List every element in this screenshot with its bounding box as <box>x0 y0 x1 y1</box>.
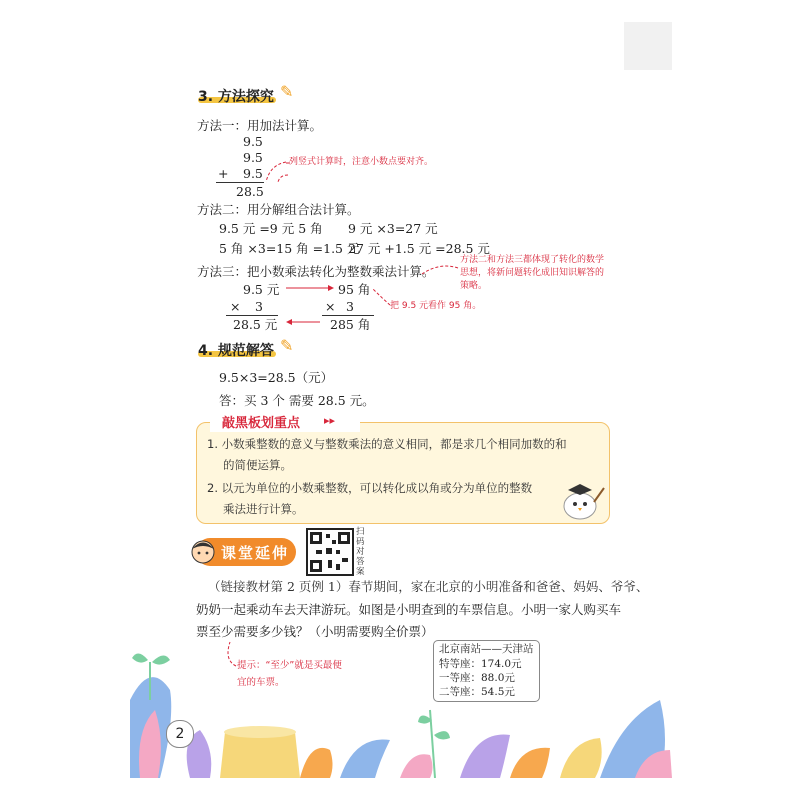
ticket-row-premium: 特等座：174.0元 <box>439 658 522 670</box>
method3-convert-note: 把 9.5 元看作 95 角。 <box>390 301 482 311</box>
page-corner-tab <box>624 22 672 70</box>
qr-code-icon <box>308 530 352 574</box>
method2-line1a: 9.5 元 =9 元 5 角 <box>219 221 323 236</box>
problem-line1-text: （链接教材第 2 页例 1）春节期间，家在北京的小明准备和爸爸、妈妈、爷爷、 <box>208 579 649 594</box>
qr-caption: 扫码对答案 <box>356 527 365 577</box>
method3-right-result: 285 角 <box>330 317 371 332</box>
section4-answer: 答：买 3 个 需要 28.5 元。 <box>219 393 375 408</box>
method1-result: 28.5 <box>236 184 264 199</box>
teacher-bird-icon <box>556 478 606 522</box>
extension-title: 课堂延伸 <box>221 544 290 562</box>
ticket-route: 北京南站——天津站 <box>439 643 534 655</box>
extension-problem-line3: 票至少需要多少钱？（小明需要购全价票） <box>196 624 434 639</box>
method3-right-times: × <box>325 299 336 314</box>
method2-line1b: 9 元 ×3=27 元 <box>348 221 438 236</box>
pencil-icon: ✎ <box>280 336 294 355</box>
keypoints-title: 敲黑板划重点 <box>222 416 301 431</box>
extension-problem-line1 <box>208 579 648 595</box>
hint-line2: 宜的车票。 <box>237 677 285 688</box>
keypoint-2-line2: 乘法进行计算。 <box>223 502 304 516</box>
hint-line1: 提示：“至少”就是买最便 <box>237 660 342 671</box>
method2-line2b: 27 元 +1.5 元 =28.5 元 <box>348 241 490 256</box>
method1-addend3: 9.5 <box>243 166 263 181</box>
method3-left-top: 9.5 元 <box>243 282 280 297</box>
section4-title: 4. 规范解答 <box>198 343 274 359</box>
ticket-row-first: 一等座：88.0元 <box>439 672 515 684</box>
qr-code[interactable] <box>306 528 354 576</box>
ticket-row-second: 二等座：54.5元 <box>439 686 515 698</box>
section3-title: 3. 方法探究 <box>198 89 274 105</box>
method1-heading: 方法一：用加法计算。 <box>197 118 323 133</box>
keypoint-1-line2: 的简便运算。 <box>223 458 292 472</box>
method1-note: 列竖式计算时，注意小数点要对齐。 <box>289 157 434 167</box>
page-number: 2 <box>166 720 194 748</box>
pencil-icon: ✎ <box>280 82 294 101</box>
method1-plus: + <box>218 166 229 181</box>
method3-right-top: 95 角 <box>338 282 371 297</box>
method3-right-mult: 3 <box>346 299 354 314</box>
method3-left-result: 28.5 元 <box>233 317 278 332</box>
boy-avatar-icon <box>188 534 218 568</box>
method1-addend2: 9.5 <box>243 150 263 165</box>
method2-heading: 方法二：用分解组合法计算。 <box>197 202 360 217</box>
annotation-arrows <box>150 140 630 340</box>
method1-addend1: 9.5 <box>243 134 263 149</box>
method3-left-mult: 3 <box>255 299 263 314</box>
keypoint-1-line1: 1. 小数乘整数的意义与整数乘法的意义相同，都是求几个相同加数的和 <box>207 437 567 451</box>
method3-side-note: 方法二和方法三都体现了转化的数学思想，将新问题转化成旧知识解答的策略。 <box>460 255 605 291</box>
section4-equation: 9.5×3=28.5（元） <box>219 370 334 385</box>
method3-heading: 方法三：把小数乘法转化为整数乘法计算。 <box>197 264 435 279</box>
decorative-plants-illustration <box>130 640 672 778</box>
keypoint-2-line1: 2. 以元为单位的小数乘整数，可以转化成以角或分为单位的整数 <box>207 481 533 495</box>
extension-problem-line2: 奶奶一起乘动车去天津游玩。如图是小明查到的车票信息。小明一家人购买车 <box>196 602 622 617</box>
double-arrow-icon: ▸▸ <box>324 414 336 427</box>
method3-left-times: × <box>230 299 241 314</box>
method2-line2a: 5 角 ×3=15 角 =1.5 元 <box>219 241 360 256</box>
